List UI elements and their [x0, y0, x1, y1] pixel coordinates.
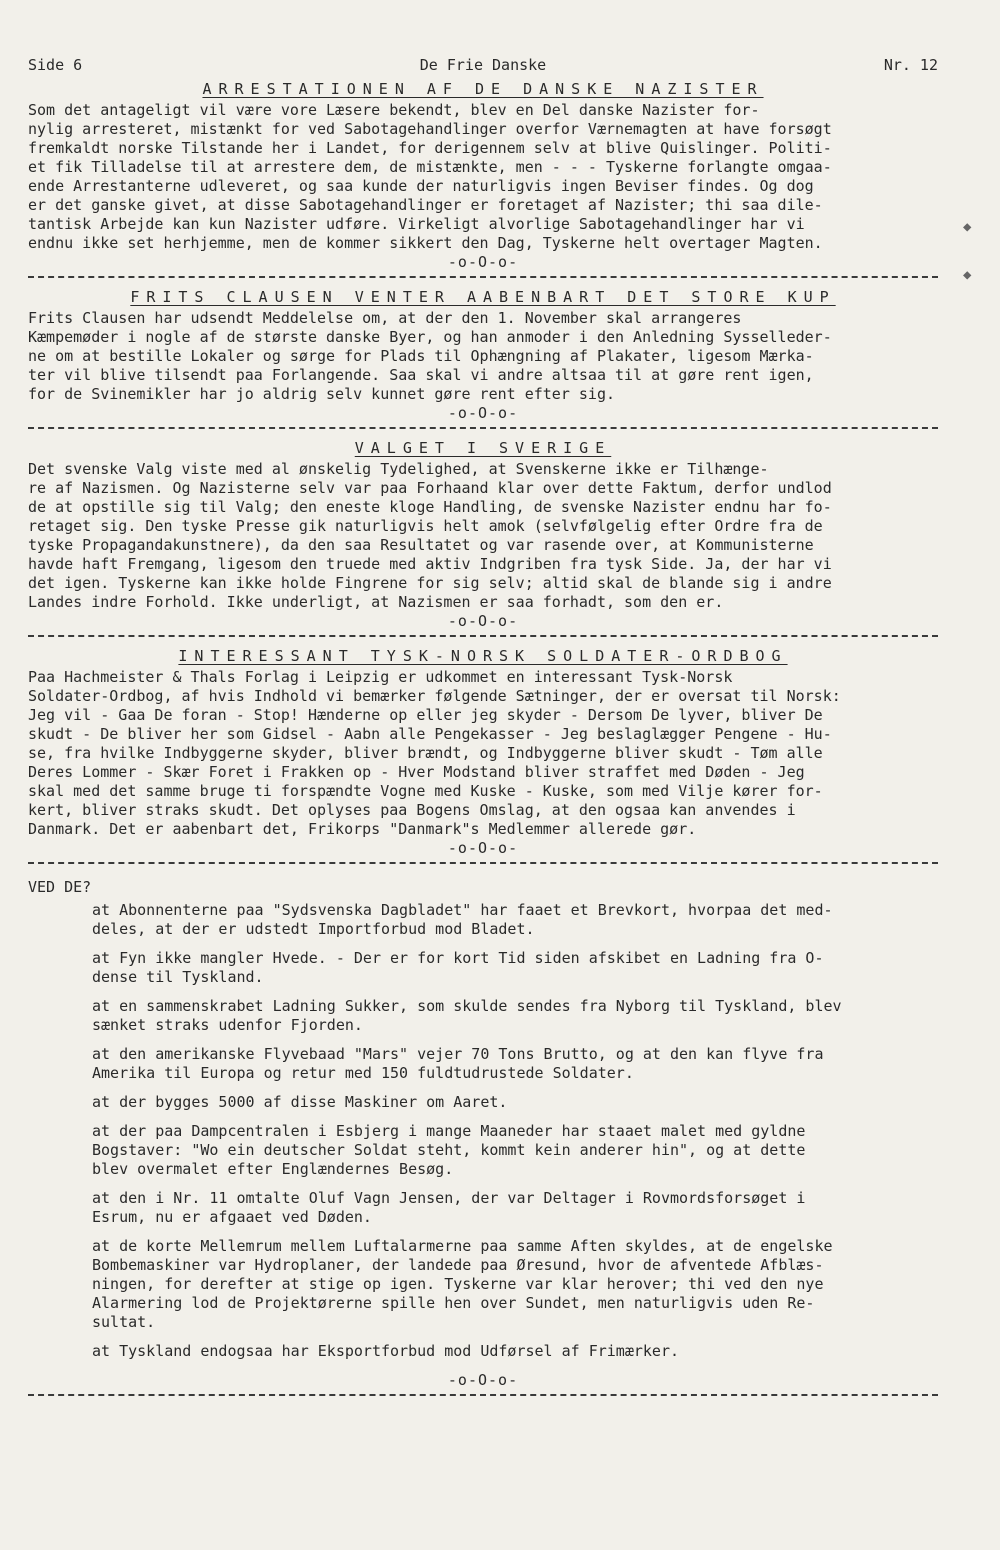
list-item: at den i Nr. 11 omtalte Oluf Vagn Jensen, der var Deltager i Rovmordsforsøget i Esrum, nu er afgaaet ved Døden. — [92, 1189, 806, 1226]
article-title: VALGET I SVERIGE — [354, 439, 612, 457]
article — [28, 80, 938, 278]
article-title: INTERESSANT TYSK-NORSK SOLDATER-ORDBOG — [178, 647, 788, 665]
separator: -o-O-o- — [447, 1371, 519, 1389]
separator: -o-O-o- — [447, 839, 519, 857]
separator: -o-O-o- — [447, 612, 519, 630]
article-body: Frits Clausen har udsendt Meddelelse om, at der den 1. November skal arrangeres Kæmpemøder i nogle af de største danske Byer, og han anmoder i den Anledning Sysselleder- ne om at bestille Lokaler og sørge for Plads til Ophængning af Plakater, ligesom Mærka- ter vil blive tilsendt paa Forlangende. Saa skal vi andre altsaa til at gøre rent igen, for de Svinemikler har jo aldrig selv kunnet gøre rent efter sig. — [28, 309, 832, 403]
dashed-rule — [28, 276, 938, 278]
ink-mark-icon: ◆ — [963, 267, 972, 283]
separator: -o-O-o- — [447, 404, 519, 422]
section-heading: VED DE? — [28, 878, 92, 896]
page-number: Side 6 — [28, 56, 83, 74]
article-title: ARRESTATIONEN AF DE DANSKE NAZISTER — [202, 80, 764, 98]
article-body: Det svenske Valg viste med al ønskelig Tydelighed, at Svenskerne ikke er Tilhænge- re af Nazismen. Og Nazisterne selv var paa Forhaand klar over dette Faktum, derfor undlod de at opstille sig til Valg; den eneste kloge Handling, de svenske Nazister endnu har fo- retaget sig. Den tyske Presse gik naturligvis helt amok (selvfølgelig efter Ordre fra de tyske Propagandakunstnere), da den saa Resultatet og var rasende over, at Kommunisterne havde haft Fremgang, ligesom den truede med aktiv Indgriben fra tysk Side. Ja, der har vi det igen. Tyskerne kan ikke holde Fingrene for sig selv; altid skal de blande sig i andre Landes indre Forhold. Ikke underligt, at Nazismen er saa forhadt, som den er. — [28, 460, 832, 611]
list-item: at der bygges 5000 af disse Maskiner om Aaret. — [92, 1093, 508, 1111]
article — [28, 288, 938, 429]
article-body: Som det antageligt vil være vore Læsere bekendt, blev en Del danske Nazister for- nylig arresteret, mistænkt for ved Sabotagehandlinger overfor Værnemagten at have forsøgt fremkaldt norske Tilstande her i Landet, for derigennem selv at blive Quislinger. Politi- et fik Tilladelse til at arrestere dem, de mistænkte, men - - - Tyskerne forlangte omgaa- ende Arrestanterne udleveret, og saa kunde der naturligvis ingen Beviser findes. Og dog er det ganske givet, at disse Sabotagehandlinger er foretaget af Nazister; thi saa dile- tantisk Arbejde kan kun Nazister udføre. Virkeligt alvorlige Sabotagehandlinger har vi endnu ikke set herhjemme, men de kommer sikkert den Dag, Tyskerne helt overtager Magten. — [28, 101, 832, 252]
issue-number: Nr. 12 — [883, 56, 938, 74]
page-header — [28, 56, 938, 78]
list-item: at en sammenskrabet Ladning Sukker, som skulde sendes fra Nyborg til Tyskland, blev sænket straks udenfor Fjorden. — [92, 997, 842, 1034]
newspaper-title: De Frie Danske — [419, 56, 547, 74]
dashed-rule — [28, 635, 938, 637]
list-item: at den amerikanske Flyvebaad "Mars" vejer 70 Tons Brutto, og at den kan flyve fra Amerika til Europa og retur med 150 fuldtudrustede Soldater. — [92, 1045, 824, 1082]
separator: -o-O-o- — [447, 253, 519, 271]
dashed-rule — [28, 1394, 938, 1396]
list-item: at Fyn ikke mangler Hvede. - Der er for kort Tid siden afskibet en Ladning fra O- dense til Tyskland. — [92, 949, 824, 986]
article-body: Paa Hachmeister & Thals Forlag i Leipzig er udkommet en interessant Tysk-Norsk Soldater-Ordbog, af hvis Indhold vi bemærker følgende Sætninger, der er oversat til Norsk: Jeg vil - Gaa De foran - Stop! Hænderne op eller jeg skyder - Dersom De lyver, bliver De skudt - De bliver her som Gidsel - Aabn alle Pengekasser - Jeg beslaglægger Pengene - Hu- se, fra hvilke Indbyggerne skyder, bliver brændt, og Indbyggerne bliver skudt - Tøm alle Deres Lommer - Skær Foret i Frakken op - Hver Modstand bliver straffet med Døden - Jeg skal med det samme bruge ti forspændte Vogne med Kuske - Kuske, som med Vilje kører for- kert, bliver straks skudt. Det oplyses paa Bogens Omslag, at den ogsaa kan anvendes i Danmark. Det er aabenbart det, Frikorps "Danmark"s Medlemmer allerede gør. — [28, 668, 841, 838]
ink-mark-icon: ◆ — [963, 219, 972, 235]
dashed-rule — [28, 427, 938, 429]
ved-de-section — [28, 878, 938, 1396]
article — [28, 647, 938, 864]
list-item: at Abonnenterne paa "Sydsvenska Dagbladet" har faaet et Brevkort, hvorpaa det med- deles, at der er udstedt Importforbud mod Bladet. — [92, 901, 833, 938]
list-item: at de korte Mellemrum mellem Luftalarmerne paa samme Aften skyldes, at de engelske Bombemaskiner var Hydroplaner, der landede paa Øresund, hvor de afventede Afblæs- ningen, for derefter at stige op igen. Tyskerne var klar herover; thi ved den nye Alarmering lod de Projektørerne spille hen over Sundet, men naturligvis uden Re- sultat. — [92, 1237, 833, 1331]
list-item: at der paa Dampcentralen i Esbjerg i mange Maaneder har staaet malet med gyldne Bogstaver: "Wo ein deutscher Soldat steht, kommt kein anderer hin", og at dette blev overmalet efter Englændernes Besøg. — [92, 1122, 806, 1178]
article — [28, 439, 938, 637]
article-title: FRITS CLAUSEN VENTER AABENBART DET STORE KUP — [130, 288, 836, 306]
dashed-rule — [28, 862, 938, 864]
list-item: at Tyskland endogsaa har Eksportforbud mod Udførsel af Frimærker. — [92, 1342, 679, 1360]
